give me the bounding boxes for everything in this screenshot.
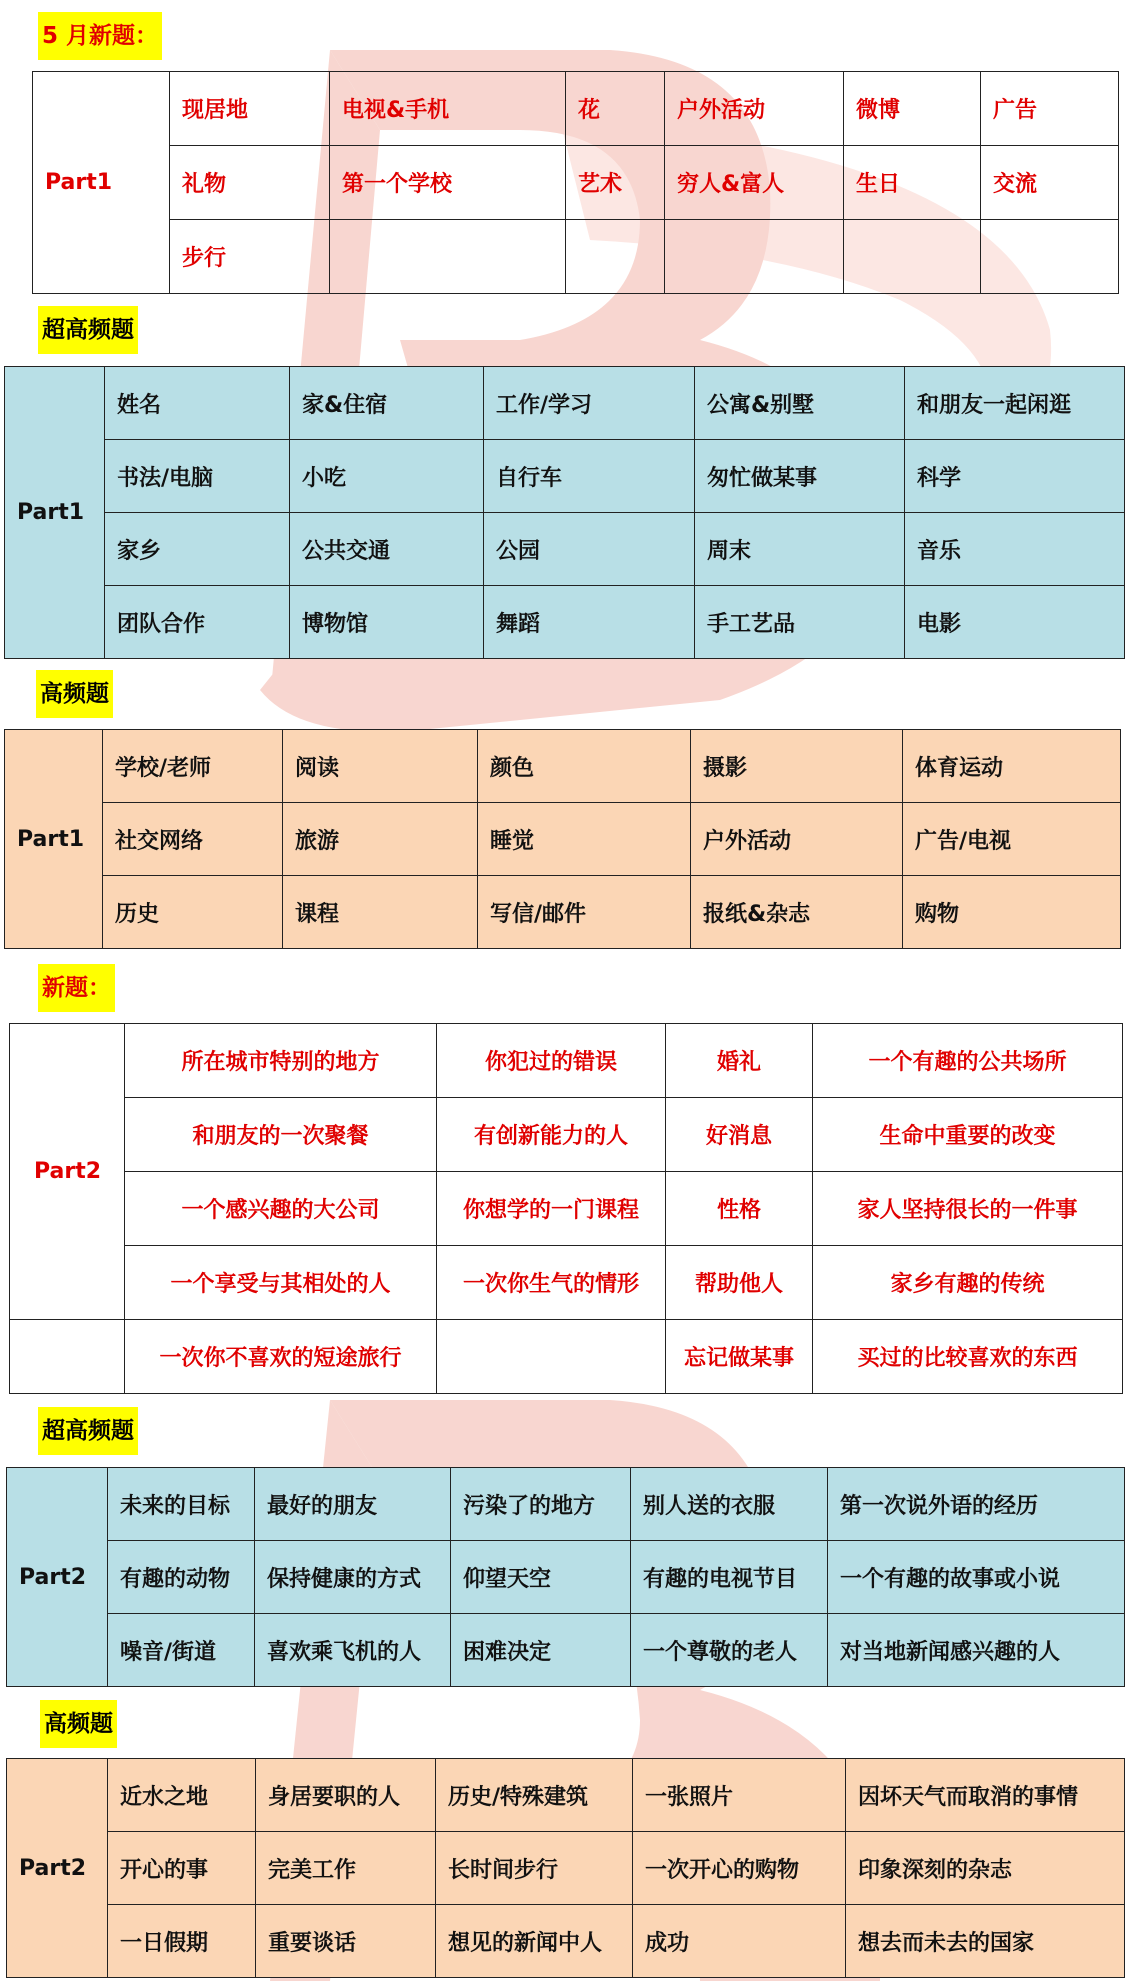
topic-cell: 摄影 xyxy=(691,730,903,803)
topic-cell: 买过的比较喜欢的东西 xyxy=(813,1320,1123,1394)
topic-cell: 购物 xyxy=(903,876,1121,949)
topic-cell: 困难决定 xyxy=(451,1614,631,1687)
topic-cell: 印象深刻的杂志 xyxy=(846,1832,1125,1905)
topic-cell: 一个享受与其相处的人 xyxy=(125,1246,437,1320)
topic-cell: 家乡 xyxy=(105,513,290,586)
topic-cell: 睡觉 xyxy=(478,803,691,876)
topic-cell: 团队合作 xyxy=(105,586,290,659)
topic-cell: 交流 xyxy=(981,146,1119,220)
topic-cell: 舞蹈 xyxy=(484,586,695,659)
section-label-p2-high: 高频题 xyxy=(40,1700,117,1748)
table-part1-may-new xyxy=(32,71,1119,294)
topic-cell: 家&住宿 xyxy=(290,367,484,440)
topic-cell: 和朋友的一次聚餐 xyxy=(125,1098,437,1172)
table-part2-new xyxy=(9,1023,1123,1394)
topic-cell: 历史/特殊建筑 xyxy=(436,1759,633,1832)
topic-cell: 因坏天气而取消的事情 xyxy=(846,1759,1125,1832)
topic-cell: 想去而未去的国家 xyxy=(846,1905,1125,1978)
topic-cell: 手工艺品 xyxy=(695,586,905,659)
topic-cell: 旅游 xyxy=(283,803,478,876)
topic-cell: 好消息 xyxy=(666,1098,813,1172)
topic-cell: 家人坚持很长的一件事 xyxy=(813,1172,1123,1246)
topic-cell: 保持健康的方式 xyxy=(255,1541,451,1614)
part-label: Part1 xyxy=(5,367,105,659)
topic-cell: 噪音/街道 xyxy=(108,1614,255,1687)
topic-cell: 一次开心的购物 xyxy=(633,1832,846,1905)
topic-cell: 忘记做某事 xyxy=(666,1320,813,1394)
topic-cell: 广告/电视 xyxy=(903,803,1121,876)
topic-cell: 家乡有趣的传统 xyxy=(813,1246,1123,1320)
topic-cell: 公共交通 xyxy=(290,513,484,586)
topic-cell: 污染了的地方 xyxy=(451,1468,631,1541)
section-label-may-new: 5 月新题： xyxy=(38,12,162,60)
topic-cell: 有趣的动物 xyxy=(108,1541,255,1614)
topic-cell: 体育运动 xyxy=(903,730,1121,803)
topic-cell: 匆忙做某事 xyxy=(695,440,905,513)
empty-cell xyxy=(10,1320,125,1394)
topic-cell: 电视&手机 xyxy=(330,72,566,146)
topic-cell: 身居要职的人 xyxy=(256,1759,436,1832)
topic-cell: 电影 xyxy=(905,586,1125,659)
topic-cell: 性格 xyxy=(666,1172,813,1246)
topic-cell: 想见的新闻中人 xyxy=(436,1905,633,1978)
topic-cell: 最好的朋友 xyxy=(255,1468,451,1541)
topic-cell: 开心的事 xyxy=(108,1832,256,1905)
topic-cell: 科学 xyxy=(905,440,1125,513)
topic-cell: 和朋友一起闲逛 xyxy=(905,367,1125,440)
topic-cell: 一个有趣的故事或小说 xyxy=(828,1541,1125,1614)
topic-cell: 颜色 xyxy=(478,730,691,803)
topic-cell: 一日假期 xyxy=(108,1905,256,1978)
topic-cell: 花 xyxy=(566,72,665,146)
topic-cell: 周末 xyxy=(695,513,905,586)
topic-cell: 第一次说外语的经历 xyxy=(828,1468,1125,1541)
topic-cell: 广告 xyxy=(981,72,1119,146)
topic-cell xyxy=(566,220,665,294)
table-part2-high xyxy=(6,1758,1125,1978)
topic-cell: 有趣的电视节目 xyxy=(631,1541,828,1614)
topic-cell: 第一个学校 xyxy=(330,146,566,220)
topic-cell: 一次你不喜欢的短途旅行 xyxy=(125,1320,437,1394)
topic-cell: 一张照片 xyxy=(633,1759,846,1832)
topic-cell: 艺术 xyxy=(566,146,665,220)
topic-cell xyxy=(437,1320,666,1394)
topic-cell: 自行车 xyxy=(484,440,695,513)
table-part1-high xyxy=(4,729,1121,949)
topic-cell: 户外活动 xyxy=(665,72,844,146)
topic-cell: 你犯过的错误 xyxy=(437,1024,666,1098)
topic-cell: 帮助他人 xyxy=(666,1246,813,1320)
topic-cell: 一次你生气的情形 xyxy=(437,1246,666,1320)
topic-cell: 仰望天空 xyxy=(451,1541,631,1614)
topic-cell: 现居地 xyxy=(170,72,330,146)
topic-cell: 婚礼 xyxy=(666,1024,813,1098)
topic-cell: 历史 xyxy=(103,876,283,949)
topic-cell: 生命中重要的改变 xyxy=(813,1098,1123,1172)
topic-cell: 一个有趣的公共场所 xyxy=(813,1024,1123,1098)
topic-cell: 姓名 xyxy=(105,367,290,440)
topic-cell: 长时间步行 xyxy=(436,1832,633,1905)
topic-cell: 社交网络 xyxy=(103,803,283,876)
topic-cell: 完美工作 xyxy=(256,1832,436,1905)
topic-cell: 课程 xyxy=(283,876,478,949)
topic-cell: 户外活动 xyxy=(691,803,903,876)
topic-cell: 有创新能力的人 xyxy=(437,1098,666,1172)
topic-cell: 微博 xyxy=(844,72,981,146)
topic-cell: 写信/邮件 xyxy=(478,876,691,949)
topic-cell: 重要谈话 xyxy=(256,1905,436,1978)
part-label: Part2 xyxy=(7,1468,108,1687)
section-label-p2-new: 新题： xyxy=(38,964,115,1012)
topic-cell xyxy=(981,220,1119,294)
topic-cell: 音乐 xyxy=(905,513,1125,586)
topic-cell: 阅读 xyxy=(283,730,478,803)
topic-cell xyxy=(330,220,566,294)
topic-cell: 书法/电脑 xyxy=(105,440,290,513)
section-label-p1-super: 超高频题 xyxy=(38,306,138,354)
topic-cell: 步行 xyxy=(170,220,330,294)
topic-cell: 一个感兴趣的大公司 xyxy=(125,1172,437,1246)
topic-cell: 生日 xyxy=(844,146,981,220)
topic-cell: 学校/老师 xyxy=(103,730,283,803)
topic-cell: 所在城市特别的地方 xyxy=(125,1024,437,1098)
part-label: Part2 xyxy=(7,1759,108,1978)
topic-cell: 公寓&别墅 xyxy=(695,367,905,440)
topic-cell: 工作/学习 xyxy=(484,367,695,440)
section-label-p2-super: 超高频题 xyxy=(38,1407,138,1455)
part-label: Part1 xyxy=(33,72,170,294)
topic-cell: 一个尊敬的老人 xyxy=(631,1614,828,1687)
topic-cell: 成功 xyxy=(633,1905,846,1978)
topic-cell: 未来的目标 xyxy=(108,1468,255,1541)
topic-cell xyxy=(844,220,981,294)
topic-cell: 公园 xyxy=(484,513,695,586)
topic-cell: 小吃 xyxy=(290,440,484,513)
topic-cell: 报纸&杂志 xyxy=(691,876,903,949)
topic-cell: 近水之地 xyxy=(108,1759,256,1832)
table-part2-super xyxy=(6,1467,1125,1687)
topic-cell: 博物馆 xyxy=(290,586,484,659)
topic-cell: 穷人&富人 xyxy=(665,146,844,220)
topic-cell: 对当地新闻感兴趣的人 xyxy=(828,1614,1125,1687)
topic-cell: 别人送的衣服 xyxy=(631,1468,828,1541)
section-label-p1-high: 高频题 xyxy=(36,670,113,718)
table-part1-super xyxy=(4,366,1125,659)
part-label: Part2 xyxy=(10,1024,125,1320)
topic-cell: 礼物 xyxy=(170,146,330,220)
part-label: Part1 xyxy=(5,730,103,949)
topic-cell: 你想学的一门课程 xyxy=(437,1172,666,1246)
topic-cell: 喜欢乘飞机的人 xyxy=(255,1614,451,1687)
topic-cell xyxy=(665,220,844,294)
